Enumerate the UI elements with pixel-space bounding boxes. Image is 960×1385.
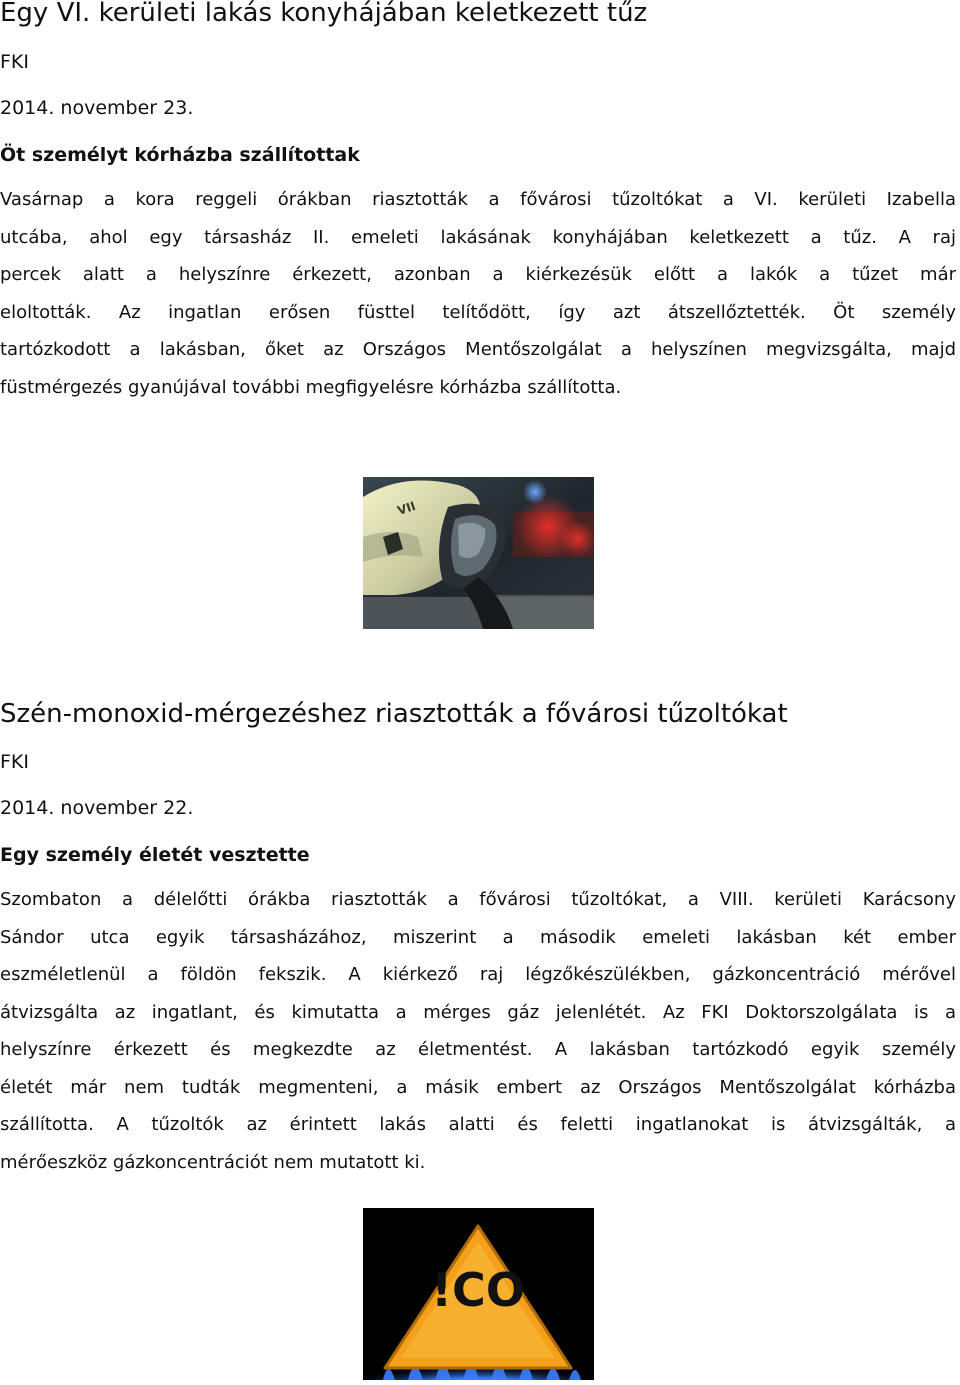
article-2-date: 2014. november 22.: [0, 797, 194, 819]
co-warning-label: !CO: [431, 1263, 525, 1317]
article-2-source: FKI: [0, 751, 29, 773]
article-2-line-4: átvizsgálta az ingatlant, és kimutatta a mérges gáz jelenlétét. Az FKI Doktorszolgálata is a: [0, 1002, 956, 1023]
article-2-line-3: eszméletlenül a földön fekszik. A kiérkező raj légzőkészülékben, gázkoncentráció mérővel: [0, 964, 956, 985]
article-2-line-8: mérőeszköz gázkoncentrációt nem mutatott ki.: [0, 1152, 426, 1173]
article-1-line-5: tartózkodott a lakásban, őket az Országos Mentőszolgálat a helyszínen megvizsgálta, majd: [0, 339, 956, 360]
firefighter-photo: [363, 477, 594, 629]
article-1-line-2: utcába, ahol egy társasház II. emeleti lakásának konyhájában keletkezett a tűz. A raj: [0, 227, 956, 248]
article-1-line-6: füstmérgezés gyanújával további megfigyelésre kórházba szállította.: [0, 377, 622, 398]
article-1-lead: Öt személyt kórházba szállítottak: [0, 144, 360, 166]
helmet-label: VII: [395, 498, 418, 518]
article-2-title: Szén-monoxid-mérgezéshez riasztották a fővárosi tűzoltókat: [0, 699, 788, 729]
article-2-line-6: életét már nem tudták megmenteni, a másik embert az Országos Mentőszolgálat kórházba: [0, 1077, 956, 1098]
article-2-line-5: helyszínre érkezett és megkezdte az életmentést. A lakásban tartózkodó egyik személy: [0, 1039, 956, 1060]
article-1-date: 2014. november 23.: [0, 97, 194, 119]
article-2-lead: Egy személy életét vesztette: [0, 844, 310, 866]
co-warning-image: [363, 1208, 594, 1380]
article-2-line-1: Szombaton a délelőtti órákba riasztották a fővárosi tűzoltókat, a VIII. kerületi Karácsony: [0, 889, 956, 910]
article-2-line-7: szállította. A tűzoltók az érintett lakás alatti és feletti ingatlanokat is átvizsgálták, a: [0, 1114, 956, 1135]
article-1-source: FKI: [0, 51, 29, 73]
article-1-line-4: eloltották. Az ingatlan erősen füsttel telítődött, így azt átszellőztették. Öt személy: [0, 302, 956, 323]
article-1-title: Egy VI. kerületi lakás konyhájában keletkezett tűz: [0, 0, 648, 28]
article-2-line-2: Sándor utca egyik társasházához, miszerint a második emeleti lakásban két ember: [0, 927, 956, 948]
article-1-line-1: Vasárnap a kora reggeli órákban riasztották a fővárosi tűzoltókat a VI. kerületi Izabella: [0, 189, 956, 210]
article-1-line-3: percek alatt a helyszínre érkezett, azonban a kiérkezésük előtt a lakók a tűzet már: [0, 264, 956, 285]
